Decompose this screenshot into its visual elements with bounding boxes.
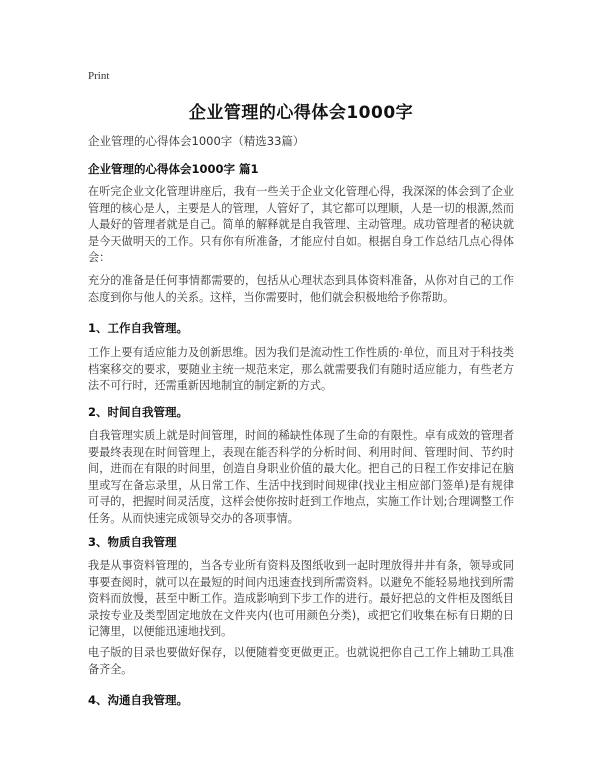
intro-paragraph: 在听完企业文化管理讲座后，我有一些关于企业文化管理心得，我深深的体会到了企业管理的核心是人，主要是人的管理，人管好了，其它都可以理顺，人是一切的根源,然而人最好的管理者就是自己。简单的解释就是自我管理、主动管理。成功管理者的秘诀就是今天做明天的工作。只有你有所准备，才能应付自如。根据自身工作总结几点心得体会： <box>88 185 514 264</box>
section-heading-time: 2、时间自我管理。 <box>88 405 189 419</box>
print-link[interactable]: Print <box>88 70 110 82</box>
section-heading-communication: 4、沟通自我管理。 <box>88 693 189 707</box>
section-paragraph-materials-2: 电子版的目录也要做好保存，以便随着变更做更正。也就说把你自己工作上辅助工具准备齐全。 <box>88 646 514 676</box>
document-subtitle: 企业管理的心得体会1000字（精选33篇） <box>88 134 305 148</box>
section-paragraph-time: 自我管理实质上就是时间管理，时间的稀缺性体现了生命的有限性。卓有成效的管理者要最终表现在时间管理上，表现在能否科学的分析时间、利用时间、管理时间、节约时间，进而在有限的时间里，创造自身职业价值的最大化。把自己的日程工作安排记在脑里或写在备忘录里，从日常工作、生活中找到时间规律(找业主相应部门签单)是有规律可寻的，把握时间灵活度，这样会使你按时赶到工作地点，实施工作计划;合理调整工作任务。从而快速完成领导交办的各项事情。 <box>88 429 514 525</box>
page-title: 企业管理的心得体会1000字 <box>188 103 414 123</box>
section-paragraph-work: 工作上要有适应能力及创新思维。因为我们是流动性工作性质的·单位，而且对于科技类档案移交的要求，要随业主统一规范来定，那么就需要我们有随时适应能力，有些老方法不可行时，还需重新因地制宜的制定新的方式。 <box>88 346 514 392</box>
section-paragraph-materials: 我是从事资料管理的，当各专业所有资料及图纸收到一起时理放得井井有条，领导或同事要查阅时，就可以在最短的时间内迅速查找到所需资料。以避免不能轻易地找到所需资料而放慢，甚至中断工作。造成影响到下步工作的进行。最好把总的文件柜及图纸目录按专业及类型固定地放在文件夹内(也可用颜色分类)，或把它们收集在标有日期的日记簿里，以便能迅速地找到。 <box>88 559 514 638</box>
section-heading-work: 1、工作自我管理。 <box>88 321 189 335</box>
preparation-paragraph: 充分的准备是任何事情都需要的，包括从心理状态到具体资料准备，从你对自己的工作态度到你与他人的关系。这样，当你需要时，他们就会积极地给予你帮助。 <box>88 274 514 304</box>
section-heading-materials: 3、物质自我管理 <box>88 535 177 549</box>
article-heading: 企业管理的心得体会1000字 篇1 <box>88 162 259 176</box>
